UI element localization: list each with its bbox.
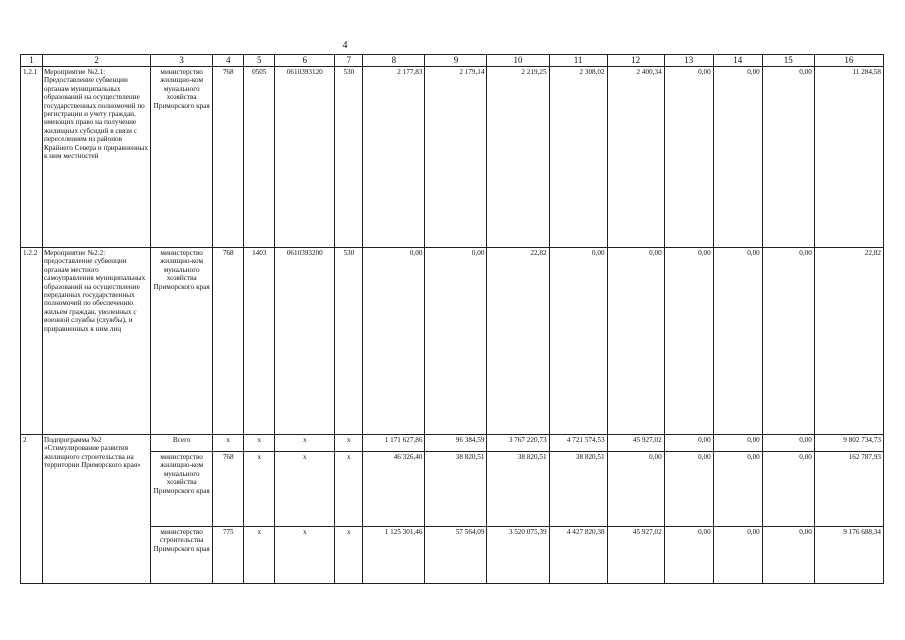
page-number: 4 — [342, 40, 348, 51]
cell-col5: x — [244, 435, 275, 452]
cell-col4: x — [213, 435, 244, 452]
header-cell: 7 — [335, 55, 363, 67]
table-row — [21, 452, 884, 527]
header-cell: 11 — [549, 55, 607, 67]
header-cell: 9 — [425, 55, 487, 67]
cell-col4: 768 — [213, 452, 244, 527]
executor: министерство строительства Приморского края — [151, 527, 213, 584]
value-cell: 1 125 301,46 — [363, 527, 425, 584]
value-cell: 46 326,40 — [363, 452, 425, 527]
value-cell: 0,00 — [713, 248, 762, 435]
cell-col6: x — [275, 527, 335, 584]
value-cell: 0,00 — [664, 452, 713, 527]
measure-name: Мероприятие №2.2: предоставление субвенции органам местного самоуправления муниципальных образований на осуществление переданных государственных полномочий по обеспечению жильем граждан, уволенных с военной службы (службы), и приравненных к ним лиц — [43, 248, 151, 435]
value-cell: 3 767 220,73 — [487, 435, 549, 452]
header-cell: 10 — [487, 55, 549, 67]
header-cell: 3 — [151, 55, 213, 67]
row-number: 1.2.2 — [21, 248, 43, 435]
value-cell: 4 721 574,53 — [549, 435, 607, 452]
value-cell: 1 171 627,86 — [363, 435, 425, 452]
header-row — [21, 55, 884, 67]
value-cell: 0,00 — [713, 452, 762, 527]
value-cell: 0,00 — [762, 527, 814, 584]
table-row — [21, 67, 884, 248]
value-cell: 38 820,51 — [425, 452, 487, 527]
value-cell: 4 427 820,38 — [549, 527, 607, 584]
header-cell: 12 — [607, 55, 664, 67]
table-row — [21, 248, 884, 435]
value-cell: 96 384,59 — [425, 435, 487, 452]
total-cell: 162 787,93 — [814, 452, 883, 527]
cell-col6: 0610393200 — [275, 248, 335, 435]
value-cell: 2 219,25 — [487, 67, 549, 248]
measure-name: Мероприятие №2.1: Предоставление субвенции органам муниципальных образований на осуществление государственных полномочий по регистрации и учету граждан, имеющих право на получение жилищных субсидий в связи с переселением из районов Крайнего Севера и приравненных к ним местностей — [43, 67, 151, 248]
cell-col7: 530 — [335, 67, 363, 248]
cell-col6: x — [275, 452, 335, 527]
value-cell: 0,00 — [762, 435, 814, 452]
value-cell: 2 179,14 — [425, 67, 487, 248]
value-cell: 0,00 — [607, 248, 664, 435]
header-cell: 4 — [213, 55, 244, 67]
value-cell: 0,00 — [762, 248, 814, 435]
total-cell: 9 176 688,34 — [814, 527, 883, 584]
value-cell: 3 520 075,39 — [487, 527, 549, 584]
table-row — [21, 435, 884, 452]
value-cell: 0,00 — [713, 67, 762, 248]
row-number: 1.2.1 — [21, 67, 43, 248]
subprogram-name: Подпрограмма №2 «Стимулирование развития жилищного строительства на территории Приморского края» — [43, 435, 151, 584]
header-cell: 13 — [664, 55, 713, 67]
total-cell: 9 802 734,73 — [814, 435, 883, 452]
cell-col4: 768 — [213, 248, 244, 435]
header-cell: 6 — [275, 55, 335, 67]
header-cell: 14 — [713, 55, 762, 67]
value-cell: 45 927,02 — [607, 527, 664, 584]
value-cell: 38 820,51 — [549, 452, 607, 527]
value-cell: 0,00 — [607, 452, 664, 527]
table-row — [21, 527, 884, 584]
executor: Всего — [151, 435, 213, 452]
value-cell: 0,00 — [363, 248, 425, 435]
value-cell: 0,00 — [549, 248, 607, 435]
header-cell: 5 — [244, 55, 275, 67]
cell-col7: x — [335, 527, 363, 584]
value-cell: 0,00 — [664, 248, 713, 435]
header-cell: 2 — [43, 55, 151, 67]
cell-col6: 0610393120 — [275, 67, 335, 248]
value-cell: 0,00 — [664, 435, 713, 452]
cell-col5: x — [244, 527, 275, 584]
cell-col5: x — [244, 452, 275, 527]
value-cell: 0,00 — [713, 435, 762, 452]
value-cell: 57 564,09 — [425, 527, 487, 584]
budget-table — [20, 54, 884, 584]
total-cell: 11 284,58 — [814, 67, 883, 248]
value-cell: 0,00 — [664, 67, 713, 248]
executor: министерство жилищно-ком мунального хозяйства Приморского края — [151, 67, 213, 248]
executor: министерство жилищно-ком мунального хозяйства Приморского края — [151, 248, 213, 435]
value-cell: 2 308,02 — [549, 67, 607, 248]
cell-col6: x — [275, 435, 335, 452]
executor: министерство жилищно-ком мунального хозяйства Приморского края — [151, 452, 213, 527]
cell-col5: 1403 — [244, 248, 275, 435]
value-cell: 2 177,83 — [363, 67, 425, 248]
value-cell: 0,00 — [762, 452, 814, 527]
total-cell: 22,82 — [814, 248, 883, 435]
header-cell: 1 — [21, 55, 43, 67]
value-cell: 2 400,34 — [607, 67, 664, 248]
value-cell: 0,00 — [425, 248, 487, 435]
header-cell: 16 — [814, 55, 883, 67]
header-cell: 8 — [363, 55, 425, 67]
value-cell: 45 927,02 — [607, 435, 664, 452]
row-number: 2 — [21, 435, 43, 584]
value-cell: 38 820,51 — [487, 452, 549, 527]
cell-col4: 775 — [213, 527, 244, 584]
cell-col7: 530 — [335, 248, 363, 435]
value-cell: 22,82 — [487, 248, 549, 435]
cell-col7: x — [335, 452, 363, 527]
value-cell: 0,00 — [713, 527, 762, 584]
cell-col7: x — [335, 435, 363, 452]
value-cell: 0,00 — [762, 67, 814, 248]
cell-col4: 768 — [213, 67, 244, 248]
cell-col5: 0505 — [244, 67, 275, 248]
value-cell: 0,00 — [664, 527, 713, 584]
header-cell: 15 — [762, 55, 814, 67]
